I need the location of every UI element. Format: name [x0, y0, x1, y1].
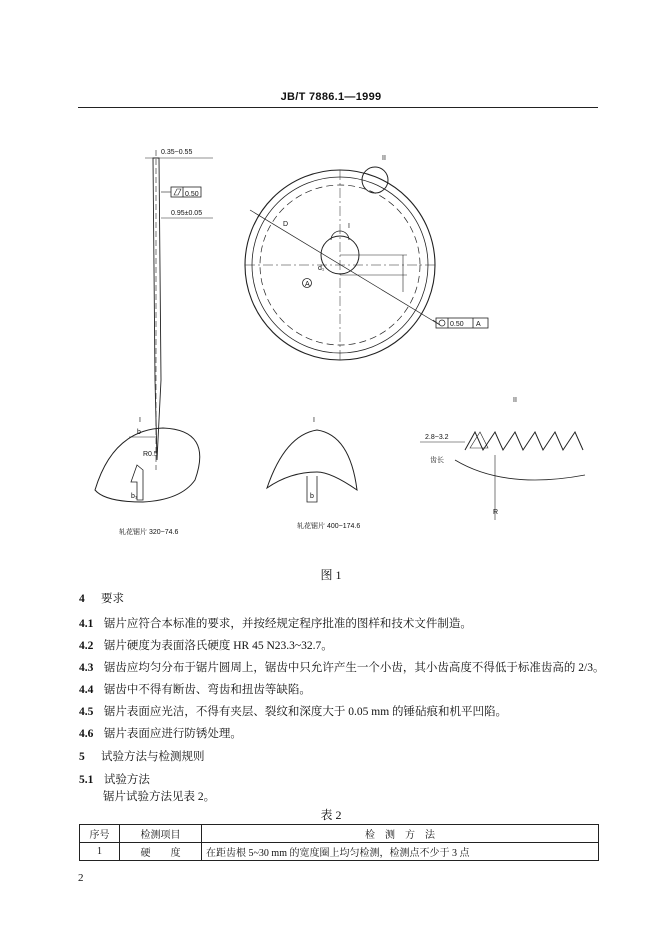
label-right-i: I: [313, 417, 315, 424]
table-cell: 在距齿根 5~30 mm 的宽度圈上均匀检测，检测点不少于 3 点: [202, 843, 599, 861]
page-number: 2: [78, 872, 84, 884]
label-tooth-range: 2.8~3.2: [425, 434, 449, 441]
section-4-heading: 4 要求: [79, 593, 124, 605]
item-4-2: 4.2 锯片硬度为表面洛氏硬度 HR 45 N23.3~32.7。: [79, 640, 333, 652]
label-thickness2: 0.95±0.05: [171, 210, 203, 217]
label-tooth-length: 齿长: [430, 457, 444, 464]
label-b1-left: b₁: [131, 493, 138, 500]
item-4-5: 4.5 锯片表面应光洁，不得有夹层、裂纹和深度大于 0.05 mm 的锤砧痕和机平凹陷。: [79, 706, 508, 718]
table-cell: 1: [80, 843, 120, 861]
label-detail-i: I: [348, 223, 350, 230]
figure-caption: 图 1: [320, 568, 342, 582]
label-right-ii: II: [513, 397, 517, 404]
table-2: [79, 824, 599, 861]
item-4-3: 4.3 锯齿应均匀分布于锯片圆周上，锯齿中只允许产生一个小齿，其小齿高度不得低于标准齿高的 2/3。: [79, 662, 605, 674]
table-2-caption: 表 2: [320, 808, 342, 822]
table-cell: 硬 度: [120, 843, 202, 861]
table-header-row: [80, 825, 599, 843]
label-datum: A: [305, 281, 310, 288]
label-r-left: R0.5: [143, 451, 158, 458]
table-header-cell: 检测项目: [120, 825, 202, 843]
label-radius: R: [493, 509, 499, 516]
section-5-1-paragraph: 锯片试验方法见表 2。: [103, 791, 216, 803]
header-rule: [78, 107, 598, 108]
label-runout-tol: 0.50: [450, 321, 464, 328]
caption-mid-part: 轧花锯片 400−174.6: [297, 523, 361, 530]
label-flatness-tol: 0.50: [185, 191, 199, 198]
label-b-left: b: [137, 429, 141, 436]
label-runout-datum: A: [476, 321, 481, 328]
label-thickness: 0.35~0.55: [161, 149, 193, 156]
item-4-1: 4.1 锯片应符合本标准的要求，并按经规定程序批准的图样和技术文件制造。: [79, 618, 472, 630]
label-detail-ii: II: [382, 155, 386, 162]
table-row: [80, 843, 599, 861]
item-4-4: 4.4 锯齿中不得有断齿、弯齿和扭齿等缺陷。: [79, 684, 311, 696]
table-header-cell: 序号: [80, 825, 120, 843]
label-bore: d₁: [318, 265, 325, 272]
caption-left-part: 轧花锯片 320−74.6: [119, 529, 179, 536]
item-4-6: 4.6 锯片表面应进行防锈处理。: [79, 728, 242, 740]
section-5-1-heading: 5.1 试验方法: [79, 774, 150, 786]
label-left-i: I: [139, 417, 141, 424]
table-header-cell: 检 测 方 法: [202, 825, 599, 843]
label-b-right: b: [310, 493, 314, 500]
figure-1-drawing: [85, 130, 595, 540]
section-5-heading: 5 试验方法与检测规则: [79, 751, 205, 763]
document-header: JB/T 7886.1—1999: [280, 91, 382, 103]
label-diameter: D: [283, 221, 289, 228]
